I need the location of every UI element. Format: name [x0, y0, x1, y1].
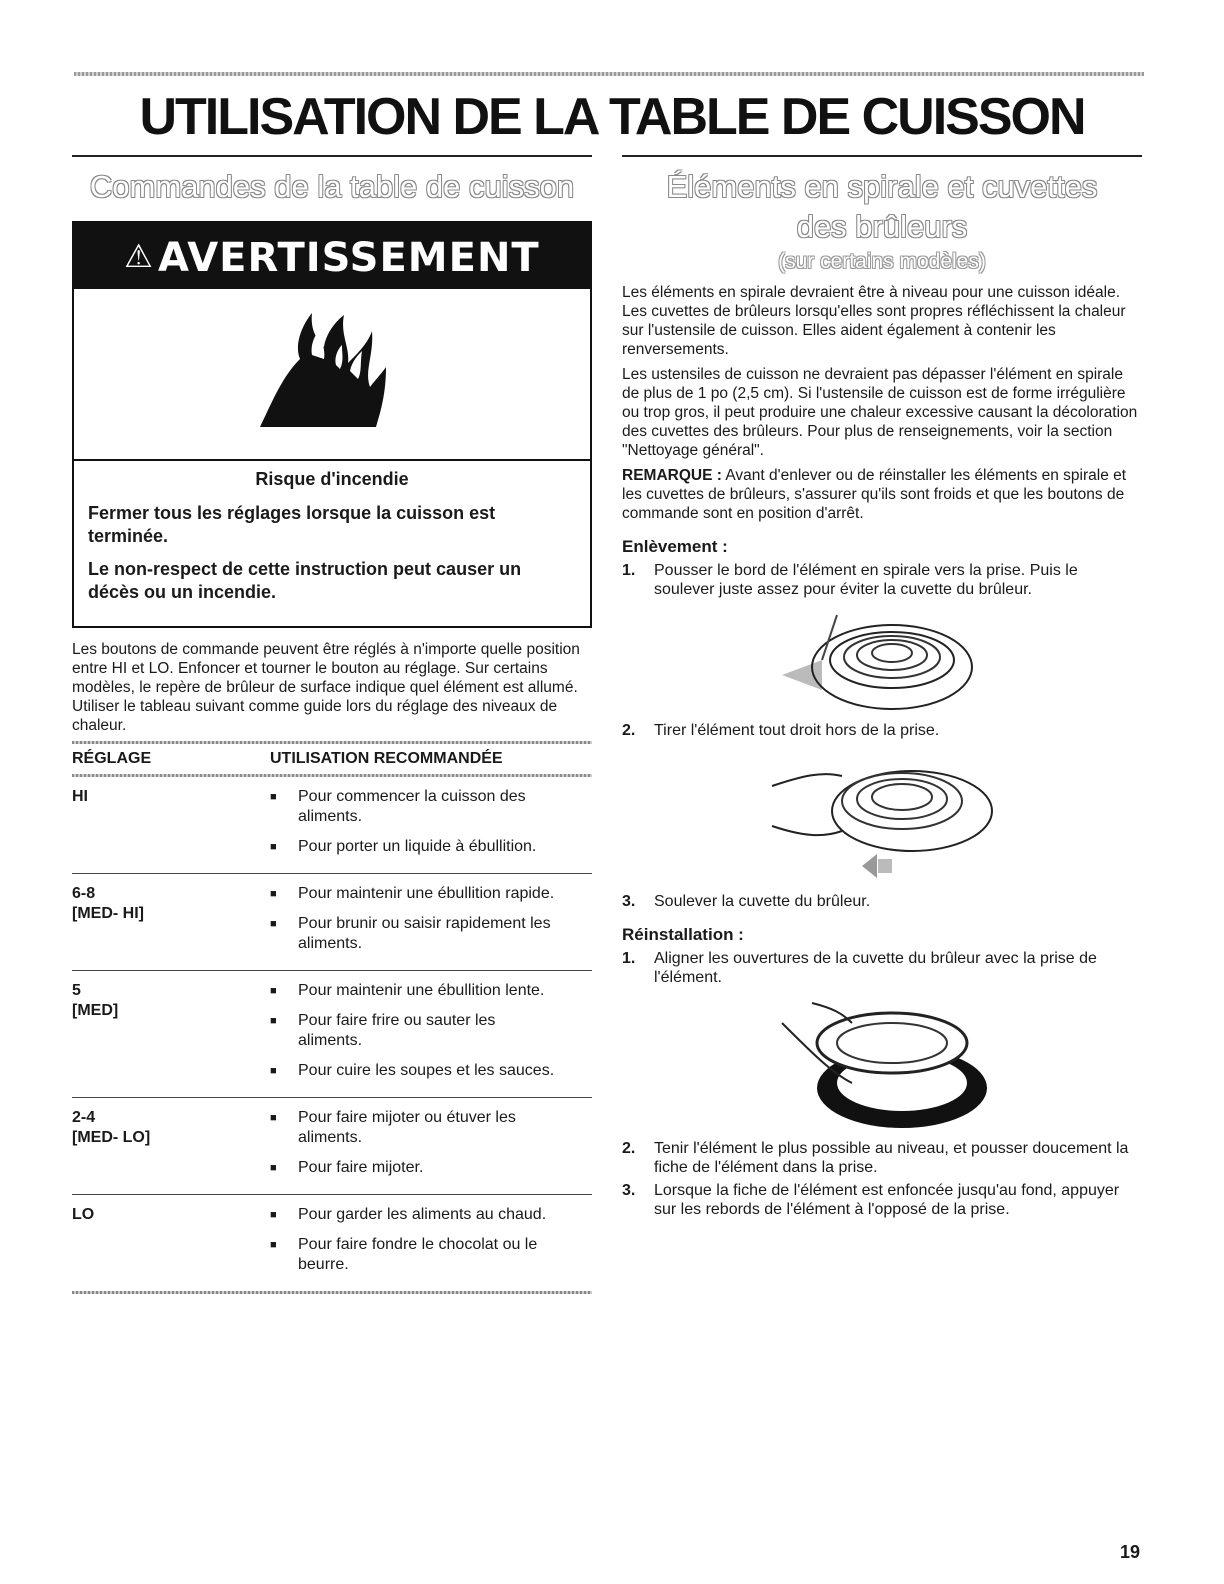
- step-number: 1.: [622, 562, 636, 579]
- table-bottom-rule: [72, 1291, 592, 1294]
- bullet-icon: ■: [270, 791, 277, 803]
- bullet-icon: ■: [270, 1239, 277, 1251]
- list-item: [270, 1158, 592, 1178]
- step-number: 2.: [622, 722, 636, 739]
- cooktop-controls-title: Commandes de la table de cuisson: [89, 169, 575, 204]
- table-row: [72, 1194, 592, 1291]
- bullet-icon: ■: [270, 1112, 277, 1124]
- bullet-icon: ■: [270, 1015, 277, 1027]
- coil-paragraph-2: Les ustensiles de cuisson ne devraient pas dépasser l'élément en spirale de plus de 1 po (2,5 cm). Si l'ustensile de cuisson est de forme irrégulière ou trop gros, il peut produire une chaleur excessive causant la décoloration des cuvettes des brûleurs. Pour plus de renseignements, voir la section "Nettoyage général".: [622, 366, 1138, 459]
- list-item: [270, 884, 592, 904]
- right-column-rule: [622, 155, 1142, 157]
- list-item: [270, 1108, 592, 1148]
- list-item: [270, 1011, 592, 1051]
- note-label: REMARQUE :: [622, 467, 722, 484]
- column-header-usage: UTILISATION RECOMMANDÉE: [270, 750, 503, 767]
- step-number: 3.: [622, 1182, 636, 1199]
- step-text: Tirer l'élément tout droit hors de la prise.: [654, 722, 940, 739]
- coil-elements-subtitle: (sur certains modèles): [778, 250, 986, 273]
- use-text: Pour maintenir une ébullition rapide.: [298, 885, 555, 902]
- coil-elements-title-line-1: Éléments en spirale et cuvettes: [666, 169, 1098, 204]
- use-text: Pour faire frire ou sauter les aliments.: [298, 1012, 496, 1049]
- removal-step: [622, 721, 1142, 740]
- use-text: Pour maintenir une ébullition lente.: [298, 982, 545, 999]
- reinstall-step: [622, 949, 1142, 987]
- use-text: Pour commencer la cuisson des aliments.: [298, 788, 526, 825]
- setting-value: HI: [72, 788, 88, 805]
- bullet-icon: ■: [270, 1162, 277, 1174]
- use-text: Pour faire fondre le chocolat ou le beurre.: [298, 1236, 538, 1273]
- bullet-icon: ■: [270, 985, 277, 997]
- setting-value: LO: [72, 1206, 95, 1223]
- coil-paragraph-1: Les éléments en spirale devraient être à niveau pour une cuisson idéale. Les cuvettes de brûleurs lorsqu'elles sont propres réfléchissent la chaleur sur l'ustensile de cuisson. Elles aident également à contenir les renversements.: [622, 284, 1126, 358]
- left-column-rule: [72, 155, 592, 157]
- coil-elements-title-line-2: des brûleurs: [796, 209, 968, 244]
- table-row: [72, 1097, 592, 1194]
- removal-step: [622, 892, 1142, 911]
- coil-note: [622, 466, 1142, 523]
- table-row: [72, 777, 592, 873]
- bullet-icon: ■: [270, 841, 277, 853]
- page-title: UTILISATION DE LA TABLE DE CUISSON: [139, 88, 1085, 146]
- setting-value: 2-4 [MED- LO]: [72, 1109, 151, 1146]
- bullet-icon: ■: [270, 1065, 277, 1077]
- step-text: Soulever la cuvette du brûleur.: [654, 893, 871, 910]
- step-number: 2.: [622, 1140, 636, 1157]
- warning-risk: Risque d'incendie: [255, 469, 409, 489]
- top-dotted-rule: [74, 72, 1144, 76]
- warning-header: [74, 223, 590, 289]
- page-number: 19: [1119, 1542, 1140, 1562]
- drip-bowl-align-illustration: [772, 993, 992, 1133]
- settings-table-header: [72, 744, 592, 774]
- setting-value: 6-8 [MED- HI]: [72, 885, 144, 922]
- warning-box: [72, 221, 592, 628]
- step-text: Tenir l'élément le plus possible au niveau, et pousser doucement la fiche de l'élément dans la prise.: [654, 1140, 1129, 1176]
- use-text: Pour porter un liquide à ébullition.: [298, 838, 537, 855]
- removal-heading: Enlèvement :: [622, 537, 728, 556]
- step-number: 1.: [622, 950, 636, 967]
- list-item: [270, 1061, 592, 1081]
- reinstall-step: [622, 1181, 1142, 1219]
- list-item: [270, 837, 592, 857]
- setting-value: 5 [MED]: [72, 982, 119, 1019]
- bullet-icon: ■: [270, 888, 277, 900]
- list-item: [270, 914, 592, 954]
- reinstall-heading: Réinstallation :: [622, 925, 744, 944]
- coil-tilt-illustration: [782, 605, 982, 715]
- use-text: Pour cuire les soupes et les sauces.: [298, 1062, 555, 1079]
- use-text: Pour faire mijoter ou étuver les aliments.: [298, 1109, 516, 1146]
- bullet-icon: ■: [270, 918, 277, 930]
- step-text: Pousser le bord de l'élément en spirale vers la prise. Puis le soulever juste assez pour éviter la cuvette du brûleur.: [654, 562, 1078, 598]
- right-column: [622, 155, 1142, 1223]
- use-text: Pour faire mijoter.: [298, 1159, 424, 1176]
- note-text: Avant d'enlever ou de réinstaller les éléments en spirale et les cuvettes de brûleurs, s'assurer qu'ils sont froids et que les boutons de commande sont en position d'arrêt.: [622, 467, 1127, 522]
- step-text: Aligner les ouvertures de la cuvette du brûleur avec la prise de l'élément.: [654, 950, 1097, 986]
- list-item: [270, 1205, 592, 1225]
- warning-label: AVERTISSEMENT: [157, 235, 540, 281]
- coil-pull-out-illustration: [762, 746, 1002, 886]
- flame-icon: [252, 307, 392, 437]
- column-header-setting: RÉGLAGE: [72, 750, 152, 767]
- controls-intro-paragraph: Les boutons de commande peuvent être réglés à n'importe quelle position entre HI et LO. Enfoncer et tourner le bouton au réglage. Sur certains modèles, le repère de brûleur de surface indique quel élément est allumé. Utiliser le tableau suivant comme guide lors du réglage des niveaux de chaleur.: [72, 641, 580, 734]
- use-text: Pour brunir ou saisir rapidement les aliments.: [298, 915, 551, 952]
- step-number: 3.: [622, 893, 636, 910]
- warning-line-1: Fermer tous les réglages lorsque la cuisson est terminée.: [88, 503, 496, 546]
- list-item: [270, 1235, 592, 1275]
- step-text: Lorsque la fiche de l'élément est enfoncée jusqu'au fond, appuyer sur les rebords de l'élément à l'opposé de la prise.: [654, 1182, 1120, 1218]
- bullet-icon: ■: [270, 1209, 277, 1221]
- use-text: Pour garder les aliments au chaud.: [298, 1206, 547, 1223]
- warning-body: [74, 461, 590, 626]
- table-row: [72, 873, 592, 970]
- left-column: [72, 155, 592, 1294]
- warning-triangle-icon: ⚠: [124, 237, 154, 275]
- fire-hazard-pictogram: [74, 289, 590, 461]
- removal-step: [622, 561, 1142, 599]
- warning-line-2: Le non-respect de cette instruction peut causer un décès ou un incendie.: [88, 559, 522, 602]
- list-item: [270, 981, 592, 1001]
- list-item: [270, 787, 592, 827]
- reinstall-step: [622, 1139, 1142, 1177]
- table-row: [72, 970, 592, 1097]
